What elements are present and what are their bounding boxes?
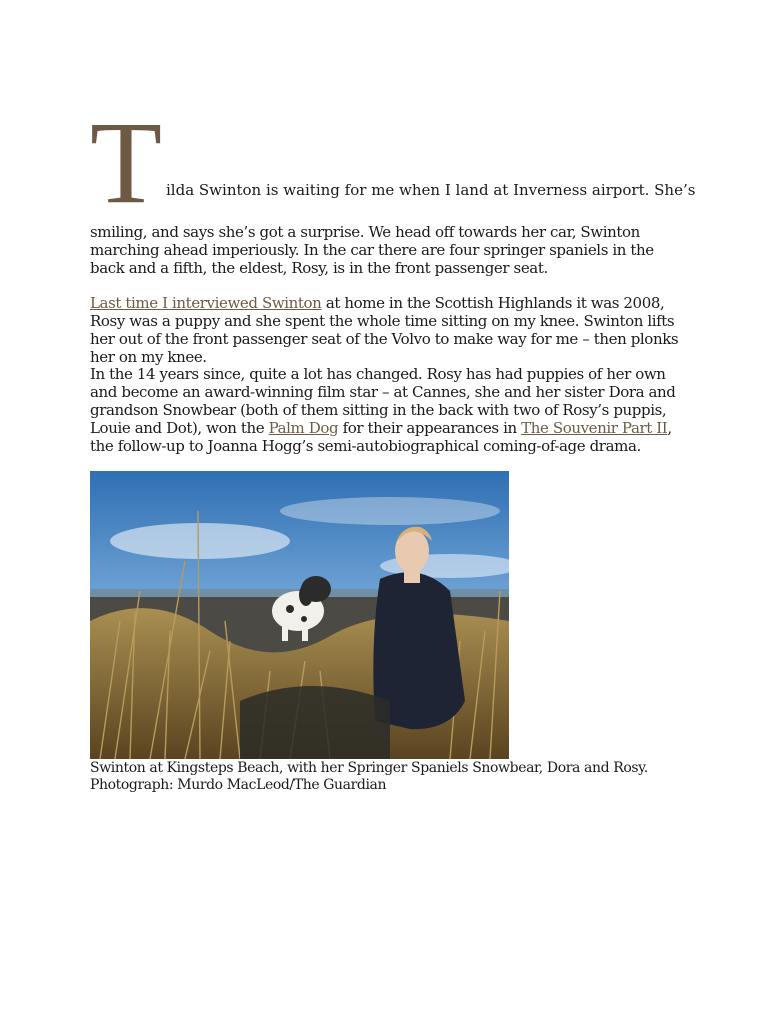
paragraph-2-body: at home in the Scottish Highlands it was 2008, Rosy was a puppy and she spent the whole time sitting on my knee. Swinton lifts her out of the front passenger seat of the Volvo to make way for me – then plonks her on my knee. (90, 294, 679, 366)
first-line-text: ilda Swinton is waiting for me when I land at Inverness airport. She’s (166, 181, 696, 199)
souvenir-link[interactable]: The Souvenir Part II (521, 419, 668, 437)
interview-link[interactable]: Last time I interviewed Swinton (90, 294, 322, 312)
opening-line (90, 97, 696, 228)
paragraph-2 (90, 294, 690, 366)
paragraph-3-part-3: , the follow-up to Joanna Hogg’s semi-autobiographical coming-of-age drama. (90, 419, 672, 455)
photo-caption: Swinton at Kingsteps Beach, with her Springer Spaniels Snowbear, Dora and Rosy. Photograph: Murdo MacLeod/The Guardian (90, 760, 648, 793)
paragraph-3-part-1: In the 14 years since, quite a lot has changed. Rosy has had puppies of her own and become an award-winning film star – at Cannes, she and her sister Dora and grandson Snowbear (both of them sitting in the back with two of Rosy’s puppis, Louie and Dot), won the (90, 365, 676, 437)
cloud (110, 523, 290, 559)
drop-cap: T (90, 97, 163, 228)
paragraph-1-text: smiling, and says she’s got a surprise. We head off towards her car, Swinton marching ahead imperiously. In the car there are four springer spaniels in the back and a fifth, the eldest, Rosy, is in the front passenger seat. (90, 223, 654, 277)
paragraph-1 (90, 223, 690, 277)
article-photo (90, 471, 509, 759)
paragraph-3 (90, 365, 690, 455)
cloud (280, 497, 500, 525)
paragraph-3-part-2: for their appearances in (338, 419, 522, 437)
beach-photo-illustration (90, 471, 509, 759)
dark-foreground (240, 686, 390, 759)
paragraph-3-text (90, 365, 690, 455)
palm-dog-link[interactable]: Palm Dog (268, 419, 339, 437)
paragraph-2-text (90, 294, 690, 366)
